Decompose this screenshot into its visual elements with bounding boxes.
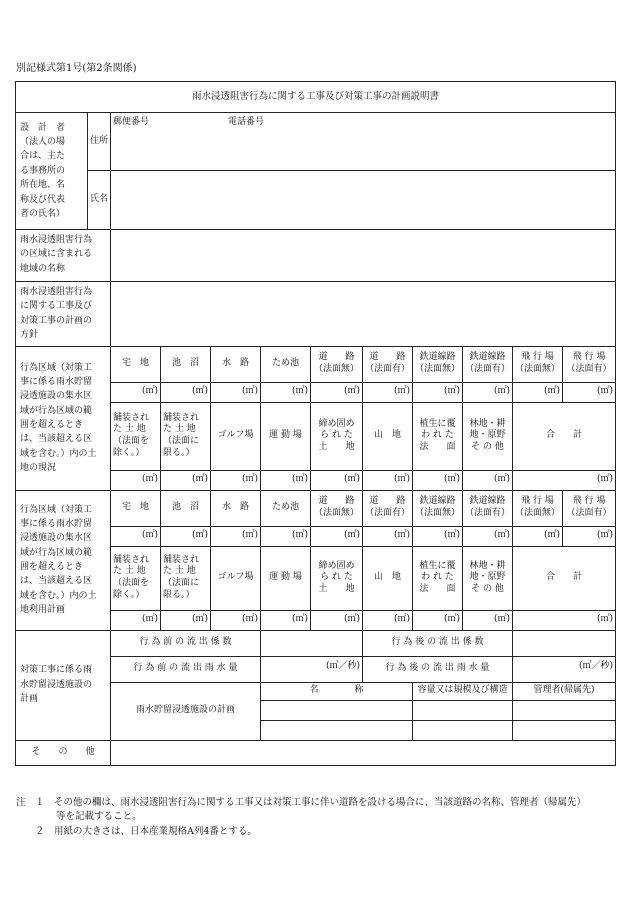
cur-value-airport-noslope[interactable]: (㎡) bbox=[513, 382, 563, 402]
plan-cat-waterway: 水 路 bbox=[211, 490, 261, 526]
plan-cat-rail-noslope: 鉄道線路 （法面無） bbox=[413, 490, 463, 526]
cur-value-sports[interactable]: (㎡) bbox=[261, 470, 311, 490]
plan-cat-compacted: 締め固め ら れ た 土 地 bbox=[311, 546, 363, 610]
plan-cat-paved: 舗装され た 土 地 （法面を 除く。） bbox=[111, 546, 161, 610]
facility-capacity-field-2[interactable] bbox=[413, 720, 513, 740]
facility-capacity-field-1[interactable] bbox=[413, 700, 513, 720]
facility-manager-field-1[interactable] bbox=[513, 700, 616, 720]
plan-cat-forest-farm: 林地・耕 地・原野 そ の 他 bbox=[463, 546, 513, 610]
plan-value-paved[interactable]: (㎡) bbox=[111, 610, 161, 630]
runoff-coef-before-label: 行 為 前 の 流 出 係 数 bbox=[111, 630, 261, 656]
plan-value-rail-slope[interactable]: (㎡) bbox=[463, 526, 513, 546]
other-label: そ の 他 bbox=[16, 740, 111, 765]
plan-cat-residential: 宅 地 bbox=[111, 490, 161, 526]
cur-value-forest-farm[interactable]: (㎡) bbox=[463, 470, 513, 490]
cur-cat-golf: ゴルフ場 bbox=[211, 402, 261, 470]
cur-cat-mountain: 山 地 bbox=[363, 402, 413, 470]
cur-value-road-noslope[interactable]: (㎡) bbox=[311, 382, 363, 402]
plan-value-rail-noslope[interactable]: (㎡) bbox=[413, 526, 463, 546]
cur-value-rail-slope[interactable]: (㎡) bbox=[463, 382, 513, 402]
phone-label: 電話番号 bbox=[228, 117, 265, 127]
plan-cat-vegetated-slope: 植生に覆 わ れ た 法 面 bbox=[413, 546, 463, 610]
land-current-label: 行為区域（対策工 事に係る雨水貯留 浸透施設の集水区 域が行為区域の範 囲を超えるとき は、当該超える区 域を含む。）内の土 地の現況 bbox=[16, 346, 111, 490]
plan-value-pond[interactable]: (㎡) bbox=[161, 526, 211, 546]
cur-value-waterway[interactable]: (㎡) bbox=[211, 382, 261, 402]
runoff-coef-before-field[interactable] bbox=[261, 630, 363, 656]
other-field[interactable] bbox=[111, 740, 616, 765]
cur-cat-paved-slope: 舗装され た 土 地 （法面に 限る。） bbox=[161, 402, 211, 470]
cur-value-golf[interactable]: (㎡) bbox=[211, 470, 261, 490]
cur-cat-waterway: 水 路 bbox=[211, 346, 261, 382]
cur-value-pond[interactable]: (㎡) bbox=[161, 382, 211, 402]
policy-label: 雨水浸透阻害行為 に関する工事及び 対策工事の計画の 方針 bbox=[16, 282, 111, 347]
policy-field[interactable] bbox=[111, 282, 616, 347]
address-label: 住所 bbox=[88, 113, 111, 171]
plan-value-forest-farm[interactable]: (㎡) bbox=[463, 610, 513, 630]
cur-value-road-slope[interactable]: (㎡) bbox=[363, 382, 413, 402]
cur-value-mountain[interactable]: (㎡) bbox=[363, 470, 413, 490]
runoff-after-label: 行 為 後 の 流 出 雨 水 量 bbox=[363, 656, 513, 682]
plan-cat-mountain: 山 地 bbox=[363, 546, 413, 610]
cur-cat-residential: 宅 地 bbox=[111, 346, 161, 382]
notes bbox=[16, 796, 616, 839]
plan-cat-golf: ゴルフ場 bbox=[211, 546, 261, 610]
plan-cat-airport-noslope: 飛 行 場 （法面無） bbox=[513, 490, 563, 526]
plan-value-sports[interactable]: (㎡) bbox=[261, 610, 311, 630]
cur-value-airport-slope[interactable]: (㎡) bbox=[563, 382, 616, 402]
name-label: 氏名 bbox=[88, 171, 111, 230]
plan-value-road-noslope[interactable]: (㎡) bbox=[311, 526, 363, 546]
name-field[interactable] bbox=[111, 171, 616, 230]
cur-value-compacted[interactable]: (㎡) bbox=[311, 470, 363, 490]
plan-cat-sports: 運 動 場 bbox=[261, 546, 311, 610]
cur-value-paved-slope[interactable]: (㎡) bbox=[161, 470, 211, 490]
area-name-field[interactable] bbox=[111, 230, 616, 282]
plan-value-road-slope[interactable]: (㎡) bbox=[363, 526, 413, 546]
cur-cat-pond: 池 沼 bbox=[161, 346, 211, 382]
cur-cat-road-noslope: 道 路 （法面無） bbox=[311, 346, 363, 382]
note-2: ２ 用紙の大きさは、日本産業規格A列4番とする。 bbox=[35, 825, 257, 837]
note-1: 注 １ その他の欄は、雨水浸透阻害行為に関する工事又は対策工事に伴い道路を設ける場合に、当該道路の名称、管理者（帰属先） bbox=[16, 797, 587, 808]
plan-value-total[interactable]: (㎡) bbox=[513, 610, 616, 630]
area-name-label: 雨水浸透阻害行為 の区域に含まれる 地域の名称 bbox=[16, 230, 111, 282]
plan-cat-reservoir: ため池 bbox=[261, 490, 311, 526]
plan-cat-road-noslope: 道 路 （法面無） bbox=[311, 490, 363, 526]
facility-col-name: 名 称 bbox=[261, 682, 413, 700]
cur-value-residential[interactable]: (㎡) bbox=[111, 382, 161, 402]
runoff-coef-after-label: 行 為 後 の 流 出 係 数 bbox=[363, 630, 513, 656]
cur-cat-forest-farm: 林地・耕 地・原野 そ の 他 bbox=[463, 402, 513, 470]
cur-value-rail-noslope[interactable]: (㎡) bbox=[413, 382, 463, 402]
plan-value-golf[interactable]: (㎡) bbox=[211, 610, 261, 630]
cur-cat-road-slope: 道 路 （法面有） bbox=[363, 346, 413, 382]
runoff-before-field[interactable]: (㎥／秒) bbox=[261, 656, 363, 682]
plan-cat-total: 合 計 bbox=[513, 546, 616, 610]
runoff-before-label: 行 為 前 の 流 出 雨 水 量 bbox=[111, 656, 261, 682]
cur-value-reservoir[interactable]: (㎡) bbox=[261, 382, 311, 402]
plan-cat-pond: 池 沼 bbox=[161, 490, 211, 526]
cur-value-total[interactable]: (㎡) bbox=[513, 470, 616, 490]
cur-cat-total: 合 計 bbox=[513, 402, 616, 470]
postal-code-label: 郵便番号 bbox=[113, 117, 150, 127]
cur-value-vegetated-slope[interactable]: (㎡) bbox=[413, 470, 463, 490]
plan-statement-form bbox=[15, 81, 616, 766]
address-field[interactable] bbox=[111, 113, 616, 171]
cur-cat-reservoir: ため池 bbox=[261, 346, 311, 382]
cur-cat-rail-slope: 鉄道線路 （法面有） bbox=[463, 346, 513, 382]
plan-value-paved-slope[interactable]: (㎡) bbox=[161, 610, 211, 630]
cur-cat-airport-noslope: 飛 行 場 （法面無） bbox=[513, 346, 563, 382]
facility-name-field-2[interactable] bbox=[261, 720, 413, 740]
cur-cat-compacted: 締め固め ら れ た 土 地 bbox=[311, 402, 363, 470]
cur-value-paved[interactable]: (㎡) bbox=[111, 470, 161, 490]
plan-value-mountain[interactable]: (㎡) bbox=[363, 610, 413, 630]
plan-cat-road-slope: 道 路 （法面有） bbox=[363, 490, 413, 526]
facility-col-manager: 管理者(帰属先) bbox=[513, 682, 616, 700]
note-1-continued: 等を記載すること。 bbox=[56, 811, 142, 823]
plan-cat-paved-slope: 舗装され た 土 地 （法面に 限る。） bbox=[161, 546, 211, 610]
facility-manager-field-2[interactable] bbox=[513, 720, 616, 740]
designer-label: 設 計 者 （法人の場 合は、主た る事務所の 所在地、名 称及び代表 者の氏名） bbox=[16, 113, 88, 230]
cur-cat-sports: 運 動 場 bbox=[261, 402, 311, 470]
plan-value-airport-slope[interactable]: (㎡) bbox=[563, 526, 616, 546]
plan-value-airport-noslope[interactable]: (㎡) bbox=[513, 526, 563, 546]
plan-value-vegetated-slope[interactable]: (㎡) bbox=[413, 610, 463, 630]
countermeasure-label: 対策工事に係る雨 水貯留浸透施設の 計画 bbox=[16, 630, 111, 740]
land-plan-label: 行為区域（対策工 事に係る雨水貯留 浸透施設の集水区 域が行為区域の範 囲を超えるとき は、当該超える区 域を含む。）内の土 地利用計画 bbox=[16, 490, 111, 630]
facility-plan-label: 雨水貯留浸透施設の計画 bbox=[111, 682, 261, 740]
cur-cat-rail-noslope: 鉄道線路 （法面無） bbox=[413, 346, 463, 382]
runoff-after-field[interactable]: (㎥／秒) bbox=[513, 656, 616, 682]
form-title: 雨水浸透阻害行為に関する工事及び対策工事の計画説明書 bbox=[16, 82, 616, 113]
form-reference: 別記様式第1号(第2条関係) bbox=[16, 63, 137, 74]
cur-cat-airport-slope: 飛 行 場 （法面有） bbox=[563, 346, 616, 382]
plan-value-compacted[interactable]: (㎡) bbox=[311, 610, 363, 630]
facility-name-field-1[interactable] bbox=[261, 700, 413, 720]
cur-cat-vegetated-slope: 植生に覆 わ れ た 法 面 bbox=[413, 402, 463, 470]
plan-cat-rail-slope: 鉄道線路 （法面有） bbox=[463, 490, 513, 526]
plan-value-residential[interactable]: (㎡) bbox=[111, 526, 161, 546]
runoff-coef-after-field[interactable] bbox=[513, 630, 616, 656]
plan-cat-airport-slope: 飛 行 場 （法面有） bbox=[563, 490, 616, 526]
plan-value-waterway[interactable]: (㎡) bbox=[211, 526, 261, 546]
facility-col-capacity: 容量又は規模及び構造 bbox=[413, 682, 513, 700]
plan-value-reservoir[interactable]: (㎡) bbox=[261, 526, 311, 546]
cur-cat-paved: 舗装され た 土 地 （法面を 除く。） bbox=[111, 402, 161, 470]
